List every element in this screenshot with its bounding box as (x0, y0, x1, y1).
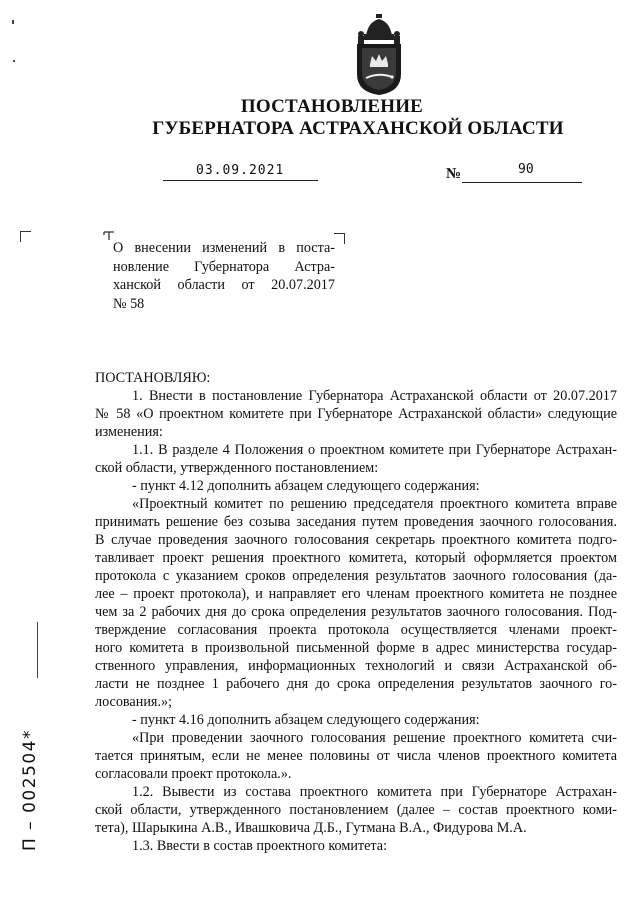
text-line: тавливает проект решения проектного комитета, который оформляется проектом (95, 550, 617, 566)
paragraph-quote-2 (95, 729, 617, 783)
document-type-title: ПОСТАНОВЛЕНИЕ (240, 96, 424, 117)
document-body (95, 369, 617, 855)
text-line: чем за 2 рабочих дня до срока определения результатов заочного голосования. Под- (95, 604, 617, 620)
text-line: ного комитета в произвольной письменной форме в адрес министерства государ- (95, 640, 617, 656)
subject-bracket-right (334, 233, 345, 244)
paragraph-1-3 (95, 837, 617, 855)
paragraph-point-4-12 (95, 477, 617, 495)
scan-mark (12, 20, 14, 24)
form-serial (0, 700, 60, 880)
text-line: ской области, утвержденного постановлением (далее – состав проектного коми- (95, 802, 617, 818)
margin-corner-mark (20, 231, 31, 242)
text-line: лее – проект протокола), и направляет его членам проектного комитета не позднее (95, 586, 617, 602)
subject-line: № 58 (113, 295, 145, 312)
document-date: 03.09.2021 (196, 163, 285, 178)
document-subject (113, 239, 335, 313)
text-line: лосования.»; (95, 694, 173, 710)
text-line: принимать решение без созыва заседания путем проведения заочного голосования. (95, 514, 617, 530)
text-line: тета), Шарыкина А.В., Ивашковича Д.Б., Гутмана В.А., Фидурова М.А. (95, 820, 527, 836)
number-label: № (446, 166, 462, 182)
text-line: - пункт 4.16 дополнить абзацем следующего содержания: (132, 712, 480, 728)
number-underline (462, 182, 582, 183)
paragraph-1-2 (95, 783, 617, 837)
text-line: «Проектный комитет по решению председателя проектного комитета вправе (132, 496, 617, 512)
text-line: изменения: (95, 424, 163, 440)
date-underline (163, 180, 318, 181)
subject-line: О внесении изменений в поста- (113, 240, 335, 256)
issuer-title: ГУБЕРНАТОРА АСТРАХАНСКОЙ ОБЛАСТИ (152, 118, 564, 139)
paragraph-point-4-16 (95, 711, 617, 729)
text-line: тается принятым, если не менее половины от числа членов проектного комитета (95, 748, 617, 764)
scan-mark (13, 60, 15, 62)
form-serial-text: П – 002504* (20, 729, 40, 851)
margin-tick (37, 622, 38, 678)
text-line: ласти не позднее 1 рабочего дня до срока определения результатов заочного го- (95, 676, 617, 692)
text-line: - пункт 4.12 дополнить абзацем следующего содержания: (132, 478, 480, 494)
text-line: согласовали проект протокола.». (95, 766, 292, 782)
text-line: 1. Внести в постановление Губернатора Астраханской области от 20.07.2017 (132, 388, 617, 404)
text-line: 1.3. Ввести в состав проектного комитета: (132, 838, 388, 854)
coat-of-arms-emblem (354, 14, 404, 96)
text-line: 1.1. В разделе 4 Положения о проектном комитете при Губернаторе Астрахан- (132, 442, 617, 458)
paragraph-quote-1 (95, 495, 617, 711)
paragraph-1-1 (95, 441, 617, 477)
document-number: 90 (518, 162, 534, 177)
text-line: В случае проведения заочного голосования секретарь проектного комитета подго- (95, 532, 617, 548)
text-line: 1.2. Вывести из состава проектного комитета при Губернаторе Астрахан- (132, 784, 617, 800)
text-line: протокола с указанием сроков определения результатов заочного голосования (да- (95, 568, 617, 584)
text-line: тверждение согласования проекта протокола осуществляется членами проект- (95, 622, 617, 638)
decree-word: ПОСТАНОВЛЯЮ: (95, 370, 211, 386)
text-line: ственного управления, информационных технологий и связи Астраханской об- (95, 658, 617, 674)
subject-line: новление Губернатора Астра- (113, 258, 335, 275)
text-line: «При проведении заочного голосования решение проектного комитета счи- (132, 730, 617, 746)
text-line: ской области, утвержденного постановлением: (95, 460, 379, 476)
subject-line: ханской области от 20.07.2017 (113, 277, 335, 293)
paragraph-1 (95, 387, 617, 441)
text-line: № 58 «О проектном комитете при Губернаторе Астраханской области» следующие (95, 406, 617, 422)
